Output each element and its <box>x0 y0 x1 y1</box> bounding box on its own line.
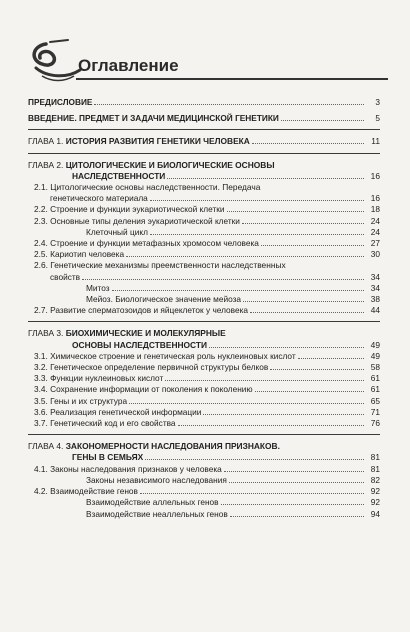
page-number: 30 <box>370 249 380 260</box>
toc-entry[interactable] <box>28 464 380 475</box>
entry-label: 3.5. Гены и их структура <box>34 395 128 406</box>
dot-leader <box>255 391 364 392</box>
entry-label-cont: свойств <box>50 271 81 282</box>
page-number: 61 <box>370 384 380 395</box>
spacer <box>28 108 380 112</box>
dot-leader <box>150 200 364 201</box>
dot-leader <box>167 178 364 179</box>
dot-leader <box>112 290 364 291</box>
page-number: 34 <box>370 271 380 282</box>
toc-entry[interactable] <box>28 204 380 215</box>
toc-entry[interactable] <box>28 227 380 238</box>
section-divider <box>28 129 380 130</box>
chapter-title-line <box>28 160 380 171</box>
page-number: 58 <box>370 362 380 373</box>
dot-leader <box>252 143 364 144</box>
dot-leader <box>165 380 364 381</box>
chapter-title: ЦИТОЛОГИЧЕСКИЕ И БИОЛОГИЧЕСКИЕ ОСНОВЫ <box>65 159 275 170</box>
page-number: 5 <box>375 113 380 124</box>
entry-label: 4.2. Взаимодействие генов <box>34 486 138 497</box>
dot-leader <box>126 256 364 257</box>
toc-entry[interactable] <box>28 113 380 124</box>
page-number: 49 <box>370 350 380 361</box>
toc-entry[interactable] <box>28 362 380 373</box>
toc-entry[interactable] <box>28 136 380 147</box>
page-number: 76 <box>370 418 380 429</box>
dot-leader <box>150 234 364 235</box>
title-underline <box>76 78 388 80</box>
chapter-title: ЗАКОНОМЕРНОСТИ НАСЛЕДОВАНИЯ ПРИЗНАКОВ. <box>65 441 280 452</box>
entry-label: 3.4. Сохранение информации от поколения к поколению <box>34 384 253 395</box>
chapter-title: ИСТОРИЯ РАЗВИТИЯ ГЕНЕТИКИ ЧЕЛОВЕКА <box>65 136 250 147</box>
section-divider <box>28 321 380 322</box>
entry-label-cont: генетического материала <box>50 193 148 204</box>
entry-label: 3.1. Химическое строение и генетическая роль нуклеиновых кислот <box>34 350 296 361</box>
toc-entry[interactable] <box>28 238 380 249</box>
toc-entry[interactable] <box>28 340 380 351</box>
entry-label: Взаимодействие неаллельных генов <box>86 508 228 519</box>
toc-entry[interactable] <box>28 171 380 182</box>
chapter-number: ГЛАВА 3. <box>28 328 64 339</box>
page-number: 24 <box>370 226 380 237</box>
page-title: Оглавление <box>78 56 179 75</box>
page-number: 61 <box>370 373 380 384</box>
entry-label: 3.7. Генетический код и его свойства <box>34 418 176 429</box>
entry-label: ВВЕДЕНИЕ. ПРЕДМЕТ И ЗАДАЧИ МЕДИЦИНСКОЙ ГЕНЕТИКИ <box>28 113 279 124</box>
chapter-title-cont: ГЕНЫ В СЕМЬЯХ <box>72 452 144 463</box>
entry-label: Митоз <box>86 282 110 293</box>
entry-label: 3.2. Генетическое определение первичной структуры белков <box>34 362 269 373</box>
dot-leader <box>224 471 364 472</box>
chapter-number: ГЛАВА 4. <box>28 441 64 452</box>
toc-entry[interactable] <box>28 249 380 260</box>
entry-label-line: 2.6. Генетические механизмы преемственности наследственных <box>34 260 286 271</box>
dot-leader <box>281 120 364 121</box>
toc-entry[interactable] <box>28 407 380 418</box>
page-number: 81 <box>370 463 380 474</box>
toc-entry[interactable] <box>28 396 380 407</box>
dot-leader <box>209 347 364 348</box>
entry-label: 2.3. Основные типы деления эукариотической клетки <box>34 215 240 226</box>
dot-leader <box>243 301 364 302</box>
toc-entry[interactable] <box>28 418 380 429</box>
entry-label: 4.1. Законы наследования признаков у человека <box>34 463 222 474</box>
page-number: 92 <box>370 486 380 497</box>
dot-leader <box>82 279 364 280</box>
dot-leader <box>230 516 364 517</box>
dot-leader <box>178 425 364 426</box>
toc-entry[interactable] <box>28 351 380 362</box>
toc-entry[interactable] <box>28 497 380 508</box>
page-number: 44 <box>370 305 380 316</box>
page-number: 82 <box>370 474 380 485</box>
toc-entry[interactable] <box>28 294 380 305</box>
dot-leader <box>129 403 364 404</box>
toc-entry[interactable] <box>28 97 380 108</box>
section-divider <box>28 153 380 154</box>
dot-leader <box>270 369 364 370</box>
page-number: 65 <box>370 395 380 406</box>
page-number: 27 <box>370 238 380 249</box>
chapter-number: ГЛАВА 1. <box>28 136 64 147</box>
entry-label: 3.6. Реализация генетической информации <box>34 406 202 417</box>
toc-entry[interactable] <box>28 509 380 520</box>
entry-label: 2.7. Развитие сперматозоидов и яйцеклеток у человека <box>34 305 249 316</box>
section-divider <box>28 434 380 435</box>
dot-leader <box>261 245 364 246</box>
page-number: 18 <box>370 204 380 215</box>
chapter-title: БИОХИМИЧЕСКИЕ И МОЛЕКУЛЯРНЫЕ <box>65 328 226 339</box>
page-number: 16 <box>370 170 380 181</box>
toc-entry[interactable] <box>28 373 380 384</box>
page-number: 16 <box>370 193 380 204</box>
entry-label: 2.5. Кариотип человека <box>34 249 125 260</box>
entry-label: Мейоз. Биологическое значение мейоза <box>86 294 242 305</box>
page-number: 34 <box>370 282 380 293</box>
page-number: 38 <box>370 294 380 305</box>
chapter-title-cont: НАСЛЕДСТВЕННОСТИ <box>72 170 166 181</box>
page-number: 3 <box>375 97 380 107</box>
entry-label <box>28 136 250 147</box>
toc-entry[interactable] <box>28 486 380 497</box>
page-number: 49 <box>370 339 380 350</box>
entry-label: Взаимодействие аллельных генов <box>86 497 219 508</box>
table-of-contents <box>28 96 380 520</box>
page-number: 71 <box>370 406 380 417</box>
dot-leader <box>227 211 364 212</box>
entry-label: Законы независимого наследования <box>86 474 227 485</box>
dot-leader <box>221 504 364 505</box>
dot-leader <box>203 414 364 415</box>
toc-header <box>28 38 388 84</box>
toc-entry[interactable] <box>28 475 380 486</box>
entry-label: ПРЕДИСЛОВИЕ <box>28 97 93 107</box>
page-number: 24 <box>370 215 380 226</box>
dot-leader <box>229 482 364 483</box>
entry-label: 3.3. Функции нуклеиновых кислот <box>34 373 164 384</box>
chapter-title-line <box>28 441 380 452</box>
dot-leader <box>140 493 364 494</box>
page-number: 11 <box>371 136 380 147</box>
entry-label: 2.2. Строение и функции эукариотической клетки <box>34 204 225 215</box>
chapter-title-cont: ОСНОВЫ НАСЛЕДСТВЕННОСТИ <box>72 339 208 350</box>
chapter-title-line <box>28 328 380 339</box>
page-number: 81 <box>370 452 380 463</box>
dot-leader <box>298 358 364 359</box>
toc-entry[interactable] <box>28 193 380 204</box>
page-number: 92 <box>370 497 380 508</box>
page-number: 94 <box>370 508 380 519</box>
chapter-number: ГЛАВА 2. <box>28 159 64 170</box>
toc-entry[interactable] <box>28 216 380 227</box>
entry-label-line: 2.1. Цитологические основы наследственности. Передача <box>34 182 261 193</box>
dot-leader <box>94 104 364 105</box>
toc-entry[interactable] <box>28 452 380 463</box>
entry-label: Клеточный цикл <box>86 226 148 237</box>
toc-entry[interactable] <box>28 272 380 283</box>
entry-label: 2.4. Строение и функции метафазных хромосом человека <box>34 238 259 249</box>
toc-entry[interactable] <box>28 305 380 316</box>
dot-leader <box>250 312 364 313</box>
toc-entry[interactable] <box>28 384 380 395</box>
toc-entry[interactable] <box>28 283 380 294</box>
dot-leader <box>145 459 364 460</box>
dot-leader <box>242 223 364 224</box>
